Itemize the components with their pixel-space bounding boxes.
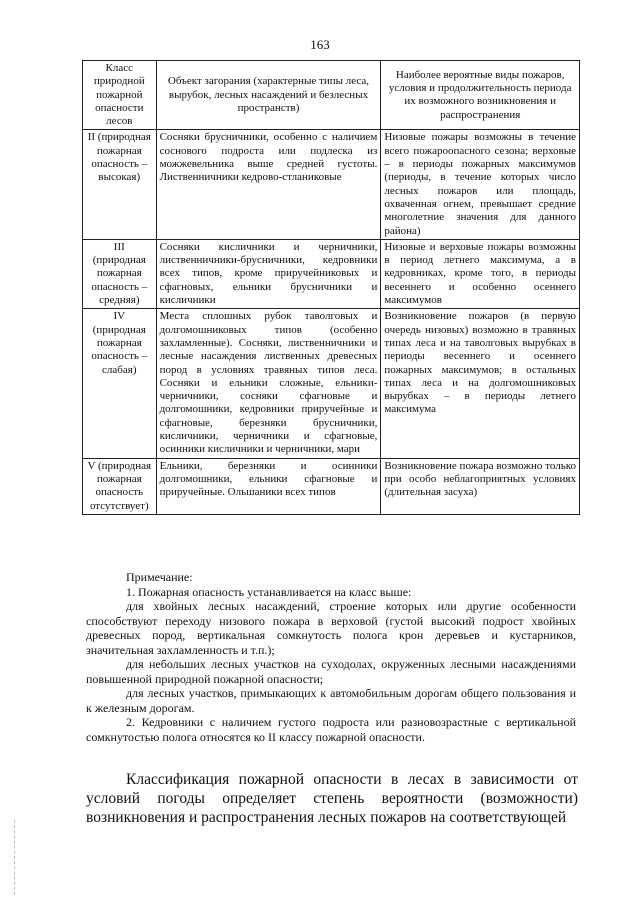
table-header-row bbox=[83, 61, 580, 130]
row-class-iv: IV (природная пожарная опасность – слабая) bbox=[83, 309, 157, 458]
row-class-v: V (природная пожарная опасность отсутствует) bbox=[83, 458, 157, 514]
note-item-1c: для лесных участков, примыкающих к автомобильным дорогам общего пользования и к железным дорогам. bbox=[86, 686, 576, 715]
row-class-ii: II (природная пожарная опасность – высокая) bbox=[83, 130, 157, 239]
fire-hazard-table bbox=[82, 60, 580, 515]
row-fire-iv: Возникновение пожаров (в первую очередь низовых) возможно в травяных типах леса и на таволговых вырубках в периоды весеннего и осеннего пожарных максимумов; в остальных типах леса и на долгомошниковых вырубках – в периоды летнего максимума bbox=[381, 309, 580, 458]
note-item-2: 2. Кедровники с наличием густого подроста или разновозрастные с вертикальной сомкнутостью полога относятся ко II классу пожарной опасности. bbox=[86, 715, 576, 744]
row-class-iii: III (природная пожарная опасность – средняя) bbox=[83, 239, 157, 308]
table-row bbox=[83, 309, 580, 458]
margin-scan-mark bbox=[14, 820, 16, 895]
note-item-1a: для хвойных лесных насаждений, строение которых или другие особенности способствуют переходу низового пожара в верховой (густой высокий подрост хвойных древесных пород, вертикальная сомкнутость полога крон деревьев и кустарников, значительная захламленность и т.п.); bbox=[86, 599, 576, 657]
page-number: 163 bbox=[310, 37, 330, 52]
header-object: Объект загорания (характерные типы леса, вырубок, лесных насаждений и безлесных пространств) bbox=[156, 61, 381, 130]
notes-title: Примечание: bbox=[126, 570, 193, 584]
note-item-1b: для небольших лесных участков на суходолах, окруженных лесными насаждениями повышенной природной пожарной опасности; bbox=[86, 657, 576, 686]
header-class: Класс природной пожарной опасности лесов bbox=[83, 61, 157, 130]
row-object-ii: Сосняки брусничники, особенно с наличием соснового подроста или подлеска из можжевельника выше средней густоты. Лиственничники кедрово-стланиковые bbox=[156, 130, 381, 239]
header-fire-types: Наиболее вероятные виды пожаров, условия и продолжительность периода их возможного возникновения и распространения bbox=[381, 61, 580, 130]
table-row bbox=[83, 458, 580, 514]
note-item-1: 1. Пожарная опасность устанавливается на класс выше: bbox=[126, 584, 412, 599]
row-fire-iii: Низовые и верховые пожары возможны в период летнего максимума, а в кедровниках, кроме того, в периоды весеннего и особенно осеннего максимумов bbox=[381, 239, 580, 308]
row-object-v: Ельники, березняки и осинники долгомошники, ельники сфагновые и приручейные. Ольшаники всех типов bbox=[156, 458, 381, 514]
row-object-iv: Места сплошных рубок таволговых и долгомошниковых типов (особенно захламленные). Сосняки, лиственничники и лесные насаждения лиственных древесных пород в условиях травяных типов леса. Сосняки и ельники сложные, ельники-черничники, сосняки сфагновые и долгомошники, кедровники приручейные и сфагновые, березняки брусничники, кисличники, черничники и сфагновые, осинники кисличники и черничники, мари bbox=[156, 309, 381, 458]
row-fire-v: Возникновение пожара возможно только при особо неблагоприятных условиях (длительная засуха) bbox=[381, 458, 580, 514]
notes-section bbox=[86, 570, 576, 744]
table-row bbox=[83, 130, 580, 239]
body-paragraph: Классификация пожарной опасности в лесах в зависимости от условий погоды определяет степень вероятности (возможности) возникновения и распространения лесных пожаров на соответствующей bbox=[86, 771, 578, 826]
table-row bbox=[83, 239, 580, 308]
row-fire-ii: Низовые пожары возможны в течение всего пожароопасного сезона; верховые – в периоды пожарных максимумов (периоды, в течение которых число лесных пожаров или площадь, охваченная огнем, превышает средние многолетние значения для данного района) bbox=[381, 130, 580, 239]
row-object-iii: Сосняки кисличники и черничники, лиственничники-брусничники, кедровники всех типов, кроме приручейниковых и сфагновых, ельники брусничники и кисличники bbox=[156, 239, 381, 308]
